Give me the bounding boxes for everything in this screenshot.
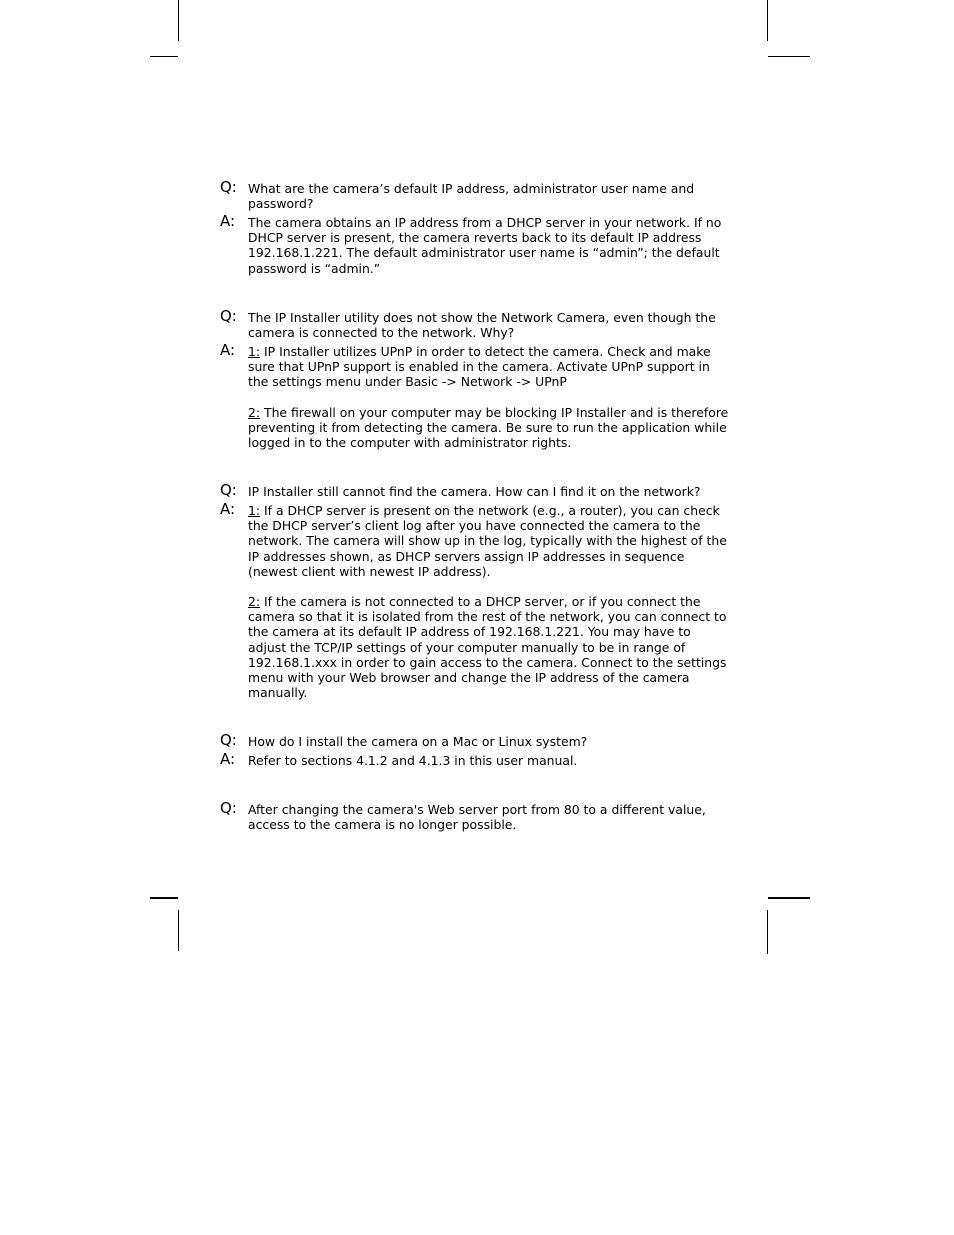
answer-item-text: IP Installer utilizes UPnP in order to detect the camera. Check and make sure that UPnP support is enabled in the camera. Activate UPnP support in the settings menu under Basic -> Network -> UPnP bbox=[248, 344, 711, 390]
answer-item-number: 1: bbox=[248, 503, 261, 518]
answer-item-number: 2: bbox=[248, 404, 261, 420]
question-label: Q: bbox=[220, 799, 237, 817]
question-label: Q: bbox=[220, 481, 237, 499]
answer-paragraph bbox=[248, 344, 730, 390]
answer-item-number: 2: bbox=[248, 594, 261, 610]
crop-mark-bottom-left-vertical bbox=[178, 910, 179, 951]
question-text: The IP Installer utility does not show the Network Camera, even though the camera is connected to the network. Why? bbox=[248, 310, 716, 341]
question-label: Q: bbox=[220, 307, 237, 325]
question-text: After changing the camera's Web server port from 80 to a different value, access to the camera is no longer possible. bbox=[248, 802, 706, 833]
question-label: Q: bbox=[220, 731, 237, 749]
answer-item-text: If the camera is not connected to a DHCP server, or if you connect the camera so that it is isolated from the rest of the network, you can connect to the camera at its default IP address of 192.168.1.221. You may have to adjust the TCP/IP settings of your computer manually to be in range of 192.168.1.xxx in order to gain access to the camera. Connect to the settings menu with your Web browser and change the IP address of the camera manually. bbox=[248, 594, 727, 701]
answer-item-number: 1: bbox=[248, 344, 261, 359]
question-text: IP Installer still cannot find the camera. How can I find it on the network? bbox=[248, 484, 701, 499]
answer-paragraph: Refer to sections 4.1.2 and 4.1.3 in this user manual. bbox=[248, 753, 578, 768]
crop-mark-bottom-left-horizontal bbox=[150, 897, 178, 899]
answer-paragraph bbox=[248, 594, 730, 700]
answer-label: A: bbox=[220, 500, 236, 518]
answer-text bbox=[248, 344, 730, 450]
crop-mark-top-left-horizontal bbox=[150, 56, 178, 57]
crop-mark-top-left-vertical bbox=[178, 0, 179, 41]
question-text: How do I install the camera on a Mac or Linux system? bbox=[248, 734, 588, 749]
crop-mark-bottom-right-vertical bbox=[767, 910, 768, 954]
answer-item-text: If a DHCP server is present on the network (e.g., a router), you can check the DHCP server’s client log after you have connected the camera to the network. The camera will show up in the log, typically with the highest of the IP addresses shown, as DHCP servers assign IP addresses in sequence (newest client with newest IP address). bbox=[248, 503, 727, 579]
answer-label: A: bbox=[220, 212, 236, 230]
answer-paragraph: The camera obtains an IP address from a DHCP server in your network. If no DHCP server is present, the camera reverts back to its default IP address 192.168.1.221. The default administrator user name is “admin”; the default password is “admin.” bbox=[248, 215, 722, 276]
answer-paragraph bbox=[248, 503, 730, 579]
answer-item-text: The firewall on your computer may be blocking IP Installer and is therefore preventing it from detecting the camera. Be sure to run the application while logged in to the computer with administrator rights. bbox=[248, 404, 729, 451]
answer-label: A: bbox=[220, 341, 236, 359]
answer-paragraph bbox=[248, 405, 730, 451]
answer-text bbox=[248, 215, 730, 276]
answer-label: A: bbox=[220, 750, 236, 768]
question-label: Q: bbox=[220, 178, 237, 196]
crop-mark-bottom-right-horizontal bbox=[768, 897, 810, 899]
crop-mark-top-right-vertical bbox=[767, 0, 768, 41]
crop-mark-top-right-horizontal bbox=[768, 56, 810, 57]
answer-text bbox=[248, 753, 730, 768]
answer-text bbox=[248, 503, 730, 700]
question-text: What are the camera’s default IP address, administrator user name and password? bbox=[248, 181, 695, 212]
